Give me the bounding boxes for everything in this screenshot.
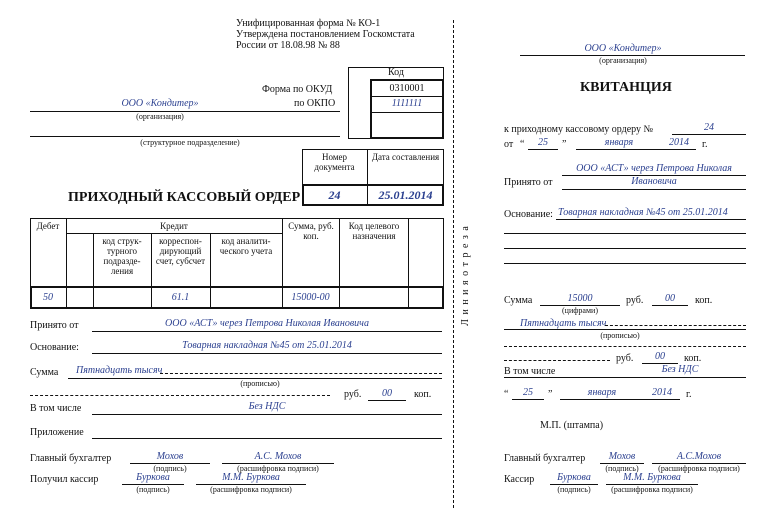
receipt-order-number: 24 bbox=[704, 122, 714, 133]
row-sum: 15000-00 bbox=[291, 292, 330, 303]
receipt-year: 2014 bbox=[669, 137, 689, 148]
okpo-value: 1111111 bbox=[391, 98, 423, 109]
receipt-incl-label: В том числе bbox=[504, 366, 556, 377]
chief-signature: Мохов bbox=[156, 451, 184, 462]
division-caption: (структурное подразделение) bbox=[140, 138, 240, 147]
receipt-org-caption: (организация) bbox=[599, 56, 647, 65]
kod-label: Код bbox=[388, 67, 404, 78]
attachment-label: Приложение bbox=[30, 427, 84, 438]
receipt-sum-digits: 15000 bbox=[567, 293, 593, 304]
form-line-3: России от 18.08.98 № 88 bbox=[236, 40, 340, 51]
receipt-chief-decode-caption: (расшифровка подписи) bbox=[658, 464, 740, 473]
receipt-kop2-value: 00 bbox=[655, 351, 665, 362]
organization-name: ООО «Кондитер» bbox=[121, 98, 199, 109]
kop-value: 00 bbox=[382, 388, 392, 399]
receipt-quote-close: ” bbox=[562, 139, 567, 150]
receipt-words-caption: (прописью) bbox=[600, 331, 640, 340]
row-debet: 50 bbox=[43, 292, 53, 303]
receipt-chief-name: А.С.Мохов bbox=[676, 451, 722, 462]
sum-header: Сумма, руб. коп. bbox=[288, 221, 334, 241]
receipt-cashier-label: Кассир bbox=[504, 474, 535, 485]
chief-accountant-label: Главный бухгалтер bbox=[30, 453, 112, 464]
okpo-label: по ОКПО bbox=[294, 98, 336, 109]
sum-words: Пятнадцать тысяч bbox=[76, 365, 163, 376]
receipt-org-name: ООО «Кондитер» bbox=[584, 43, 662, 54]
receipt-g2: г. bbox=[686, 389, 692, 400]
receipt-basis-label: Основание: bbox=[504, 209, 553, 220]
form-line-1: Унифицированная форма № КО-1 bbox=[236, 18, 381, 29]
organization-caption: (организация) bbox=[136, 112, 184, 121]
receipt-quote-open-2: “ bbox=[504, 389, 509, 400]
doc-title: ПРИХОДНЫЙ КАССОВЫЙ ОРДЕР bbox=[68, 190, 301, 205]
cut-line bbox=[453, 20, 454, 508]
date-header: Дата составления bbox=[371, 152, 440, 162]
doc-date: 25.01.2014 bbox=[378, 188, 433, 202]
cashier-decode-caption: (расшифровка подписи) bbox=[210, 485, 292, 494]
kredit-sub-account: корреспон- дирующий счет, субсчет bbox=[155, 236, 206, 266]
debet-header: Дебет bbox=[36, 221, 60, 231]
chief-name: А.С. Мохов bbox=[254, 451, 302, 462]
receipt-year2: 2014 bbox=[652, 387, 672, 398]
receipt-day2: 25 bbox=[523, 387, 533, 398]
accepted-from-value: ООО «АСТ» через Петрова Николая Ивановича bbox=[165, 318, 369, 329]
receipt-cashier-name: М.М. Буркова bbox=[623, 472, 681, 483]
receipt-incl-value: Без НДС bbox=[661, 364, 699, 375]
basis-label: Основание: bbox=[30, 342, 79, 353]
receipt-sum-label: Сумма bbox=[504, 295, 533, 306]
receipt-chief-label: Главный бухгалтер bbox=[504, 453, 586, 464]
kredit-sub-analytics: код аналити- ческого учета bbox=[219, 236, 273, 256]
number-header: Номер документа bbox=[314, 152, 355, 172]
kop-label: коп. bbox=[414, 389, 432, 400]
receipt-kop-value: 00 bbox=[665, 293, 675, 304]
chief-decode-caption: (расшифровка подписи) bbox=[237, 464, 319, 473]
receipt-accepted-label: Принято от bbox=[504, 177, 553, 188]
sum-label: Сумма bbox=[30, 367, 59, 378]
row-account: 61.1 bbox=[171, 292, 190, 303]
kredit-sub-division: код струк- турного подразде- ления bbox=[102, 236, 142, 276]
receipt-sum-words: Пятнадцать тысяч bbox=[520, 318, 607, 329]
cashier-name: М.М. Буркова bbox=[222, 472, 280, 483]
receipt-kop: коп. bbox=[695, 295, 713, 306]
incl-value: Без НДС bbox=[248, 401, 286, 412]
receipt-quote-open: “ bbox=[520, 139, 525, 150]
receipt-to-order-label: к приходному кассовому ордеру № bbox=[504, 124, 654, 135]
doc-number: 24 bbox=[328, 188, 341, 202]
receipt-quote-close-2: ” bbox=[548, 389, 553, 400]
basis-value: Товарная накладная №45 от 25.01.2014 bbox=[182, 340, 352, 351]
receipt-day: 25 bbox=[538, 137, 548, 148]
receipt-cashier-signature: Буркова bbox=[557, 472, 591, 483]
incl-label: В том числе bbox=[30, 403, 82, 414]
okud-label: Форма по ОКУД bbox=[262, 84, 333, 95]
in-words-caption: (прописью) bbox=[240, 379, 280, 388]
receipt-chief-sign-caption: (подпись) bbox=[605, 464, 639, 473]
form-header bbox=[236, 18, 415, 51]
rub-label: руб. bbox=[344, 389, 362, 400]
receipt-basis-value: Товарная накладная №45 от 25.01.2014 bbox=[558, 207, 728, 218]
receipt-rub2: руб. bbox=[616, 353, 634, 364]
cut-line-label: Л и н и я о т р е з а bbox=[459, 225, 471, 326]
chief-sign-caption: (подпись) bbox=[153, 464, 187, 473]
cashier-sign-caption: (подпись) bbox=[136, 485, 170, 494]
cashier-label: Получил кассир bbox=[30, 474, 99, 485]
receipt-month2: января bbox=[587, 387, 617, 398]
receipt-month: января bbox=[604, 137, 634, 148]
receipt-from-label: от bbox=[504, 139, 514, 150]
receipt-g: г. bbox=[702, 139, 708, 150]
receipt-digits-caption: (цифрами) bbox=[562, 306, 598, 315]
receipt-kop2: коп. bbox=[684, 353, 702, 364]
receipt-cashier-decode-caption: (расшифровка подписи) bbox=[611, 485, 693, 494]
receipt-accepted-line1: ООО «АСТ» через Петрова Николая bbox=[576, 163, 732, 174]
form-line-2: Утверждена постановлением Госкомстата bbox=[236, 29, 415, 40]
receipt-accepted-line2: Ивановича bbox=[631, 176, 677, 187]
receipt-cashier-sign-caption: (подпись) bbox=[557, 485, 591, 494]
receipt-rub: руб. bbox=[626, 295, 644, 306]
receipt-stamp: М.П. (штампа) bbox=[540, 420, 604, 431]
accepted-from-label: Принято от bbox=[30, 320, 79, 331]
receipt-title: КВИТАНЦИЯ bbox=[580, 80, 672, 95]
receipt-chief-signature: Мохов bbox=[608, 451, 636, 462]
purpose-code-header: Код целевого назначения bbox=[348, 221, 400, 241]
cashier-signature: Буркова bbox=[136, 472, 170, 483]
okud-value: 0310001 bbox=[389, 83, 425, 94]
kredit-header: Кредит bbox=[160, 221, 188, 231]
